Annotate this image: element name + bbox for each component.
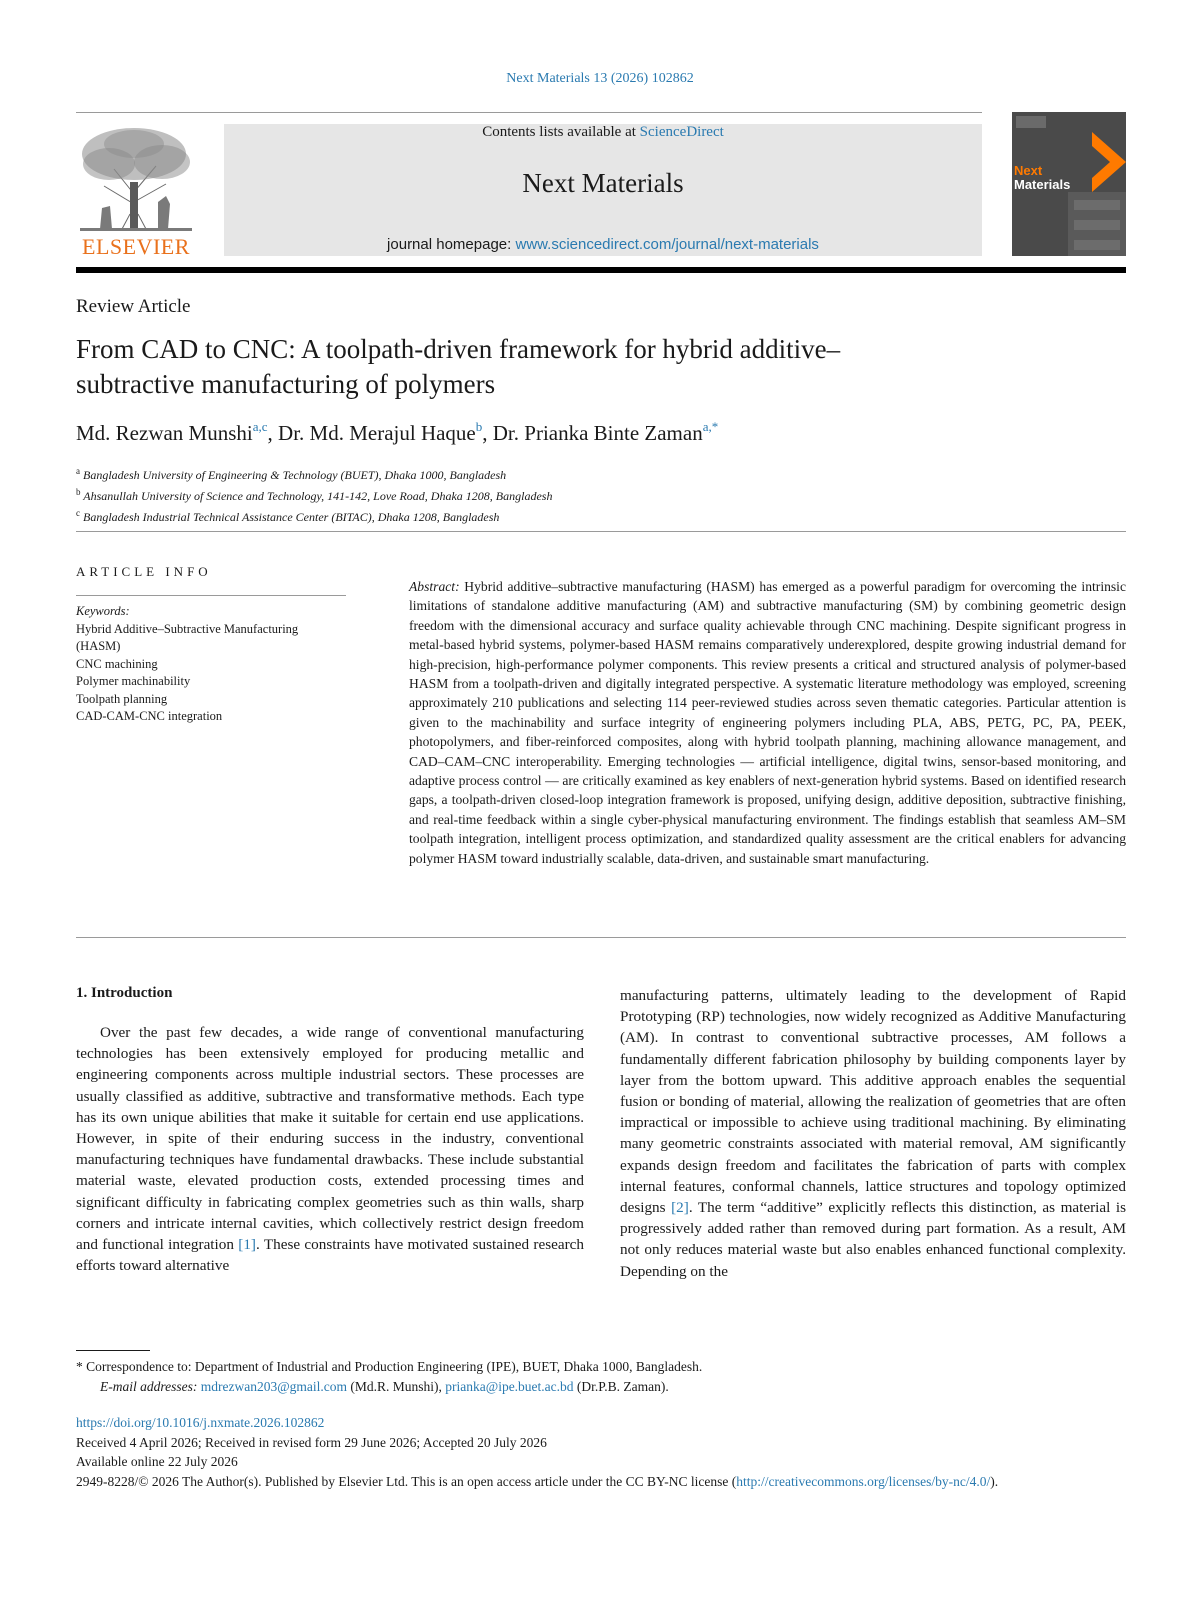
author-name: Md. Rezwan Munshi bbox=[76, 421, 253, 445]
body-paragraph bbox=[76, 1022, 584, 1276]
license-text: ). bbox=[990, 1473, 999, 1489]
article-type: Review Article bbox=[76, 296, 191, 317]
journal-title: Next Materials bbox=[522, 168, 684, 198]
paragraph-text: manufacturing patterns, ultimately leading to the development of Rapid Prototyping (RP) technologies, now widely recognized as Additive Manufacturing (AM). In contrast to conventional subtractive processes, AM follows a fundamentally different fabrication philosophy by building components layer by layer from the bottom upward. This additive approach enables the sequential fusion or bonding of material, allowing the realization of geometries that are often impractical or impossible to achieve using traditional machining. By eliminating many geometric constraints associated with material removal, AM significantly expands design freedom and facilitates the fabrication of parts with complex internal features, conformal channels, lattice structures and topology optimized designs bbox=[620, 987, 1126, 1217]
journal-homepage bbox=[224, 236, 982, 253]
license-link[interactable]: http://creativecommons.org/licenses/by-nc/4.0/ bbox=[736, 1473, 991, 1489]
reference-link[interactable]: [1] bbox=[238, 1236, 256, 1254]
reference-link[interactable]: [2] bbox=[671, 1199, 689, 1217]
keyword-item: CAD-CAM-CNC integration bbox=[76, 709, 223, 723]
author-name: Dr. Prianka Binte Zaman bbox=[492, 421, 703, 445]
abstract bbox=[409, 577, 1126, 868]
email-line bbox=[76, 1377, 1126, 1397]
cover-logo-strip bbox=[1016, 116, 1046, 128]
cover-next-letters-icon bbox=[1068, 192, 1126, 256]
tree-emblem-icon bbox=[74, 124, 198, 232]
author-affil-mark[interactable]: a,c bbox=[252, 419, 268, 434]
paragraph-text: . The term “additive” explicitly reflects this distinction, as material is progressively added rather than removed during part formation. As a result, AM not only reduces material waste but also enables enhanced functional complexity. Depending on the bbox=[620, 1199, 1126, 1280]
keyword-item: CNC machining bbox=[76, 656, 158, 671]
keywords-block bbox=[76, 603, 356, 726]
affiliation-item bbox=[76, 505, 552, 526]
journal-banner bbox=[224, 124, 982, 256]
license-text: 2949-8228/© 2026 The Author(s). Published by Elsevier Ltd. This is an open access article under the CC BY-NC license ( bbox=[76, 1473, 737, 1489]
email-link[interactable]: prianka@ipe.buet.ac.bd bbox=[445, 1378, 574, 1394]
email-link[interactable]: mdrezwan203@gmail.com bbox=[200, 1378, 348, 1394]
cover-next-text: Next bbox=[1014, 163, 1043, 178]
affiliation-mark: c bbox=[76, 508, 80, 518]
author-name: Dr. Md. Merajul Haque bbox=[278, 421, 476, 445]
section-heading-introduction: 1. Introduction bbox=[76, 985, 173, 1001]
keyword-item: Polymer machinability bbox=[76, 674, 191, 688]
correspondence-footnote bbox=[76, 1357, 1126, 1396]
affiliation-text: Ahsanullah University of Science and Technology, 141-142, Love Road, Dhaka 1208, Bangladesh bbox=[83, 489, 553, 503]
available-online: Available online 22 July 2026 bbox=[76, 1454, 238, 1469]
doi-link[interactable]: https://doi.org/10.1016/j.nxmate.2026.102862 bbox=[76, 1415, 325, 1430]
elsevier-wordmark: ELSEVIER bbox=[82, 234, 190, 259]
author-separator: , bbox=[267, 421, 279, 445]
article-info-heading: ARTICLE INFO bbox=[76, 564, 212, 579]
contents-prefix: Contents lists available at bbox=[482, 124, 640, 140]
elsevier-logo bbox=[74, 124, 198, 260]
email-label: E-mail addresses: bbox=[100, 1378, 198, 1394]
author-affil-mark[interactable]: a,* bbox=[702, 419, 719, 434]
body-column-left bbox=[76, 1022, 584, 1276]
sciencedirect-link[interactable]: ScienceDirect bbox=[639, 124, 724, 140]
affiliation-text: Bangladesh Industrial Technical Assistance Center (BITAC), Dhaka 1208, Bangladesh bbox=[83, 510, 500, 524]
affiliation-item bbox=[76, 463, 552, 484]
author-separator: , bbox=[482, 421, 493, 445]
homepage-link[interactable]: www.sciencedirect.com/journal/next-materials bbox=[515, 236, 819, 253]
paragraph-text: . These constraints have motivated sustained research efforts toward alternative bbox=[76, 1236, 584, 1275]
affiliation-item bbox=[76, 484, 552, 505]
publication-info bbox=[76, 1413, 1126, 1491]
license-line bbox=[76, 1472, 1126, 1492]
email-owner: (Dr.P.B. Zaman). bbox=[573, 1378, 669, 1394]
homepage-prefix: journal homepage: bbox=[387, 236, 516, 253]
author-affil-mark[interactable]: b bbox=[475, 419, 483, 434]
paragraph-text: Over the past few decades, a wide range of conventional manufacturing technologies has been extensively employed for producing metallic and engineering components across multiple industrial sectors. These processes are usually classified as additive, subtractive and transformative methods. Each type has its own unique abilities that make it suitable for certain end use applications. However, in spite of their enduring success in the industry, conventional manufacturing techniques have fundamental drawbacks. These include substantial material waste, elevated production costs, extended processing times and significant difficulty in fabricating complex geometries such as thin walls, sharp corners and intricate internal cavities, which collectively restrict design freedom and functional integration bbox=[76, 1024, 584, 1254]
body-paragraph bbox=[620, 985, 1126, 1282]
abstract-text: Hybrid additive–subtractive manufacturing (HASM) has emerged as a powerful paradigm for overcoming the intrinsic limitations of standalone additive manufacturing (AM) and subtractive manufacturing (SM) by combining geometric design freedom with the dimensional accuracy and surface quality achievable through CNC machining. Despite significant progress in metal-based hybrid systems, polymer-based HASM remains comparatively underexplored, despite growing industrial demand for high-precision, high-performance polymer components. This review presents a critical and structured analysis of polymer-based HASM from a toolpath-driven and digitally integrated perspective. A systematic literature methodology was employed, screening approximately 210 publications and selecting 114 peer-reviewed studies across seven thematic categories. Particular attention is given to the machinability and surface integrity of engineering polymers including PLA, ABS, PETG, PC, PA, PEEK, photopolymers, and fiber-reinforced composites, along with hybrid toolpath planning, machining allowance management, and CAD–CAM–CNC interoperability. Emerging technologies — artificial intelligence, digital twins, sensor-based monitoring, and adaptive process control — are critically examined as key enablers of next-generation hybrid systems. Based on identified research gaps, a toolpath-driven closed-loop integration framework is proposed, unifying design, additive deposition, subtractive finishing, and real-time feedback within a single cyber-physical manufacturing environment. The findings establish that seamless AM–SM toolpath integration, intelligent process optimization, and standardized quality assessment are the critical enablers for advancing polymer HASM toward industrially scalable, data-driven, and sustainable smart manufacturing. bbox=[409, 579, 1126, 866]
cover-chevron-icon bbox=[1092, 132, 1126, 192]
article-title: From CAD to CNC: A toolpath-driven framework for hybrid additive–subtractive manufacturing of polymers bbox=[76, 334, 841, 399]
keyword-item: (HASM) bbox=[76, 639, 121, 653]
cover-materials-text: Materials bbox=[1014, 177, 1071, 192]
affiliations-rule bbox=[76, 531, 1126, 532]
footnote-rule bbox=[76, 1350, 150, 1351]
header-rule bbox=[76, 112, 982, 113]
keywords-label: Keywords: bbox=[76, 604, 130, 618]
keyword-item: Toolpath planning bbox=[76, 691, 168, 706]
affiliations bbox=[76, 463, 552, 526]
header-thick-rule bbox=[76, 267, 1126, 273]
abstract-rule bbox=[76, 937, 1126, 938]
abstract-label: Abstract: bbox=[409, 579, 460, 594]
email-owner: (Md.R. Munshi), bbox=[347, 1378, 446, 1394]
author-list bbox=[76, 421, 718, 446]
keyword-item: Hybrid Additive–Subtractive Manufacturing bbox=[76, 621, 299, 636]
contents-line bbox=[224, 124, 982, 141]
affiliation-mark: b bbox=[76, 487, 81, 497]
affiliation-text: Bangladesh University of Engineering & Technology (BUET), Dhaka 1000, Bangladesh bbox=[83, 468, 507, 482]
affiliation-mark: a bbox=[76, 466, 80, 476]
article-info-rule bbox=[76, 595, 346, 596]
correspondence-line: * Correspondence to: Department of Industrial and Production Engineering (IPE), BUET, Dhaka 1000, Bangladesh. bbox=[76, 1359, 703, 1374]
journal-citation[interactable]: Next Materials 13 (2026) 102862 bbox=[506, 71, 694, 86]
journal-cover[interactable] bbox=[1012, 112, 1126, 256]
body-column-right bbox=[620, 985, 1126, 1282]
received-dates: Received 4 April 2026; Received in revised form 29 June 2026; Accepted 20 July 2026 bbox=[76, 1434, 547, 1450]
